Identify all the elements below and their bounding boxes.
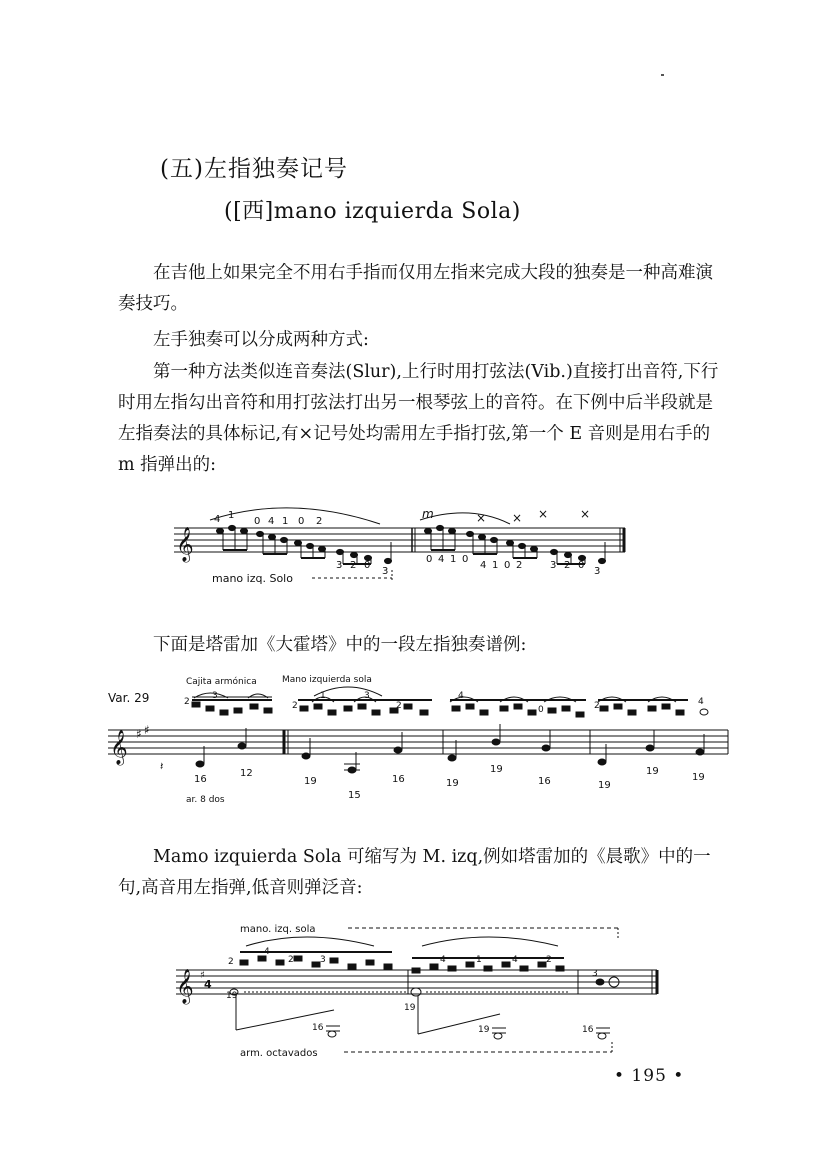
svg-text:𝄞: 𝄞 — [176, 527, 194, 562]
paragraph-intro: 在吉他上如果完全不用右手指而仅用左指来完成大段的独奏是一种高难演奏技巧。 — [118, 263, 713, 314]
fingering-bottom-16: 3 — [594, 566, 601, 577]
fingering-bottom-9: 4 — [480, 560, 487, 571]
finger-m-mark: m — [422, 507, 434, 521]
fingering-ex3-9: 3 — [592, 969, 598, 979]
bass-number-9: 19 — [598, 780, 611, 791]
x-mark-1: × — [476, 511, 487, 525]
harmonic-number-2: 16 — [312, 1023, 324, 1033]
paragraph-alborada: Mamo izquierda Sola 可缩写为 M. izq,例如塔雷加的《晨歌》中的一句,高音用左指弹,低音则弹泛音: — [118, 847, 711, 898]
fingering-ex3-7: 4 — [512, 955, 518, 965]
fingering-ex2-6: 2 — [396, 701, 402, 711]
fingering-bottom-6: 4 — [438, 554, 445, 565]
x-mark-3: × — [538, 507, 549, 521]
x-mark-2: × — [512, 511, 523, 525]
fingering-ex3-3: 2 — [288, 955, 294, 965]
music-example-1 — [170, 498, 640, 590]
fingering-bottom-7: 1 — [450, 554, 457, 565]
fingering-ex2-3: 2 — [292, 701, 298, 711]
fingering-bottom-14: 2 — [564, 560, 571, 571]
mano-izquierda-sola-label: Mano izquierda sola — [282, 675, 372, 685]
bass-number-3: 19 — [304, 776, 317, 787]
fingering-ex3-5: 4 — [440, 955, 446, 965]
fingering-bottom-11: 0 — [504, 560, 511, 571]
mano-izq-sola-label: mano. izq. sola — [240, 924, 316, 935]
svg-text:♯: ♯ — [200, 970, 205, 981]
fingering-bottom-15: 0 — [578, 560, 585, 571]
section-subheading: ([西]mano izquierda Sola) — [224, 199, 521, 224]
fingering-top-5: 1 — [282, 516, 289, 527]
fingering-ex3-4: 3 — [320, 955, 326, 965]
bass-number-10: 19 — [646, 766, 659, 777]
fingering-bottom-1: 3 — [336, 560, 343, 571]
harmonic-number-4: 19 — [478, 1025, 490, 1035]
fingering-ex2-1: 2 — [184, 697, 190, 707]
bass-number-2: 12 — [240, 768, 253, 779]
svg-text:4: 4 — [204, 978, 212, 991]
bass-number-6: 19 — [446, 778, 459, 789]
fingering-bottom-12: 2 — [516, 560, 523, 571]
svg-text:𝄞: 𝄞 — [176, 969, 194, 1004]
section-heading: (五)左指独奏记号 — [160, 156, 348, 182]
fingering-bottom-5: 0 — [426, 554, 433, 565]
bass-number-8: 16 — [538, 776, 551, 787]
fingering-ex3-8: 2 — [546, 955, 552, 965]
fingering-ex2-2: 3 — [212, 691, 218, 701]
svg-text:𝄽: 𝄽 — [160, 760, 164, 773]
fingering-ex2-9: 4 — [698, 697, 704, 707]
fingering-ex2-5: 3 — [364, 691, 370, 701]
fingering-top-7: 2 — [316, 516, 323, 527]
svg-text:♯: ♯ — [136, 727, 142, 741]
bass-number-4: 15 — [348, 790, 361, 801]
fingering-ex2-10: 4 — [458, 691, 464, 701]
x-mark-4: × — [580, 507, 591, 521]
svg-text:♯: ♯ — [144, 723, 150, 737]
speck — [661, 74, 664, 76]
paragraph-first-method: 第一种方法类似连音奏法(Slur),上行时用打弦法(Vib.)直接打出音符,下行时用左指勾出音符和用打弦法打出另一根琴弦上的音符。在下例中后半段就是左指奏法的具体标记,有×记号处均需用左手指打弦,第一个 E 音则是用右手的 m 指弹出的: — [118, 362, 719, 475]
fingering-bottom-2: 2 — [350, 560, 357, 571]
variation-label: Var. 29 — [108, 691, 150, 705]
cajita-label: Cajita armónica — [186, 677, 257, 687]
fingering-bottom-10: 1 — [492, 560, 499, 571]
bass-number-1: 16 — [194, 774, 207, 785]
harmonics-label: arm. octavados — [240, 1048, 318, 1059]
paragraph-two-methods: 左手独奏可以分成两种方式: — [153, 330, 369, 350]
fingering-top-6: 0 — [298, 516, 305, 527]
fingering-bottom-4: 3 — [382, 566, 389, 577]
bass-number-5: 16 — [392, 774, 405, 785]
fingering-ex2-8: 2 — [594, 701, 600, 711]
fingering-top-2: 1 — [228, 510, 235, 521]
fingering-ex3-6: 1 — [476, 955, 482, 965]
harmonic-number-1: 19 — [226, 991, 238, 1001]
music-example-3 — [172, 918, 667, 1060]
fingering-ex3-2: 4 — [264, 947, 270, 957]
bass-number-11: 19 — [692, 772, 705, 783]
harmonic-number-5: 16 — [582, 1025, 594, 1035]
bass-number-7: 19 — [490, 764, 503, 775]
fingering-top-3: 0 — [254, 516, 261, 527]
svg-text:𝄞: 𝄞 — [110, 730, 128, 765]
fingering-bottom-13: 3 — [550, 560, 557, 571]
mano-izq-solo-label: mano izq. Solo — [212, 572, 293, 585]
page-number: • 195 • — [614, 1066, 685, 1086]
fingering-bottom-8: 0 — [462, 554, 469, 565]
fingering-ex3-1: 2 — [228, 957, 234, 967]
fingering-ex2-7: 0 — [538, 705, 544, 715]
fingering-top-1: 4 — [214, 514, 221, 525]
fingering-bottom-3: 0 — [364, 560, 371, 571]
harmonic-number-3: 19 — [404, 1003, 416, 1013]
music-example-2 — [108, 668, 733, 808]
paragraph-gran-jota: 下面是塔雷加《大霍塔》中的一段左指独奏谱例: — [153, 635, 527, 655]
octave-label: ar. 8 dos — [186, 795, 225, 805]
fingering-top-4: 4 — [268, 516, 275, 527]
fingering-ex2-4: 1 — [320, 691, 326, 701]
